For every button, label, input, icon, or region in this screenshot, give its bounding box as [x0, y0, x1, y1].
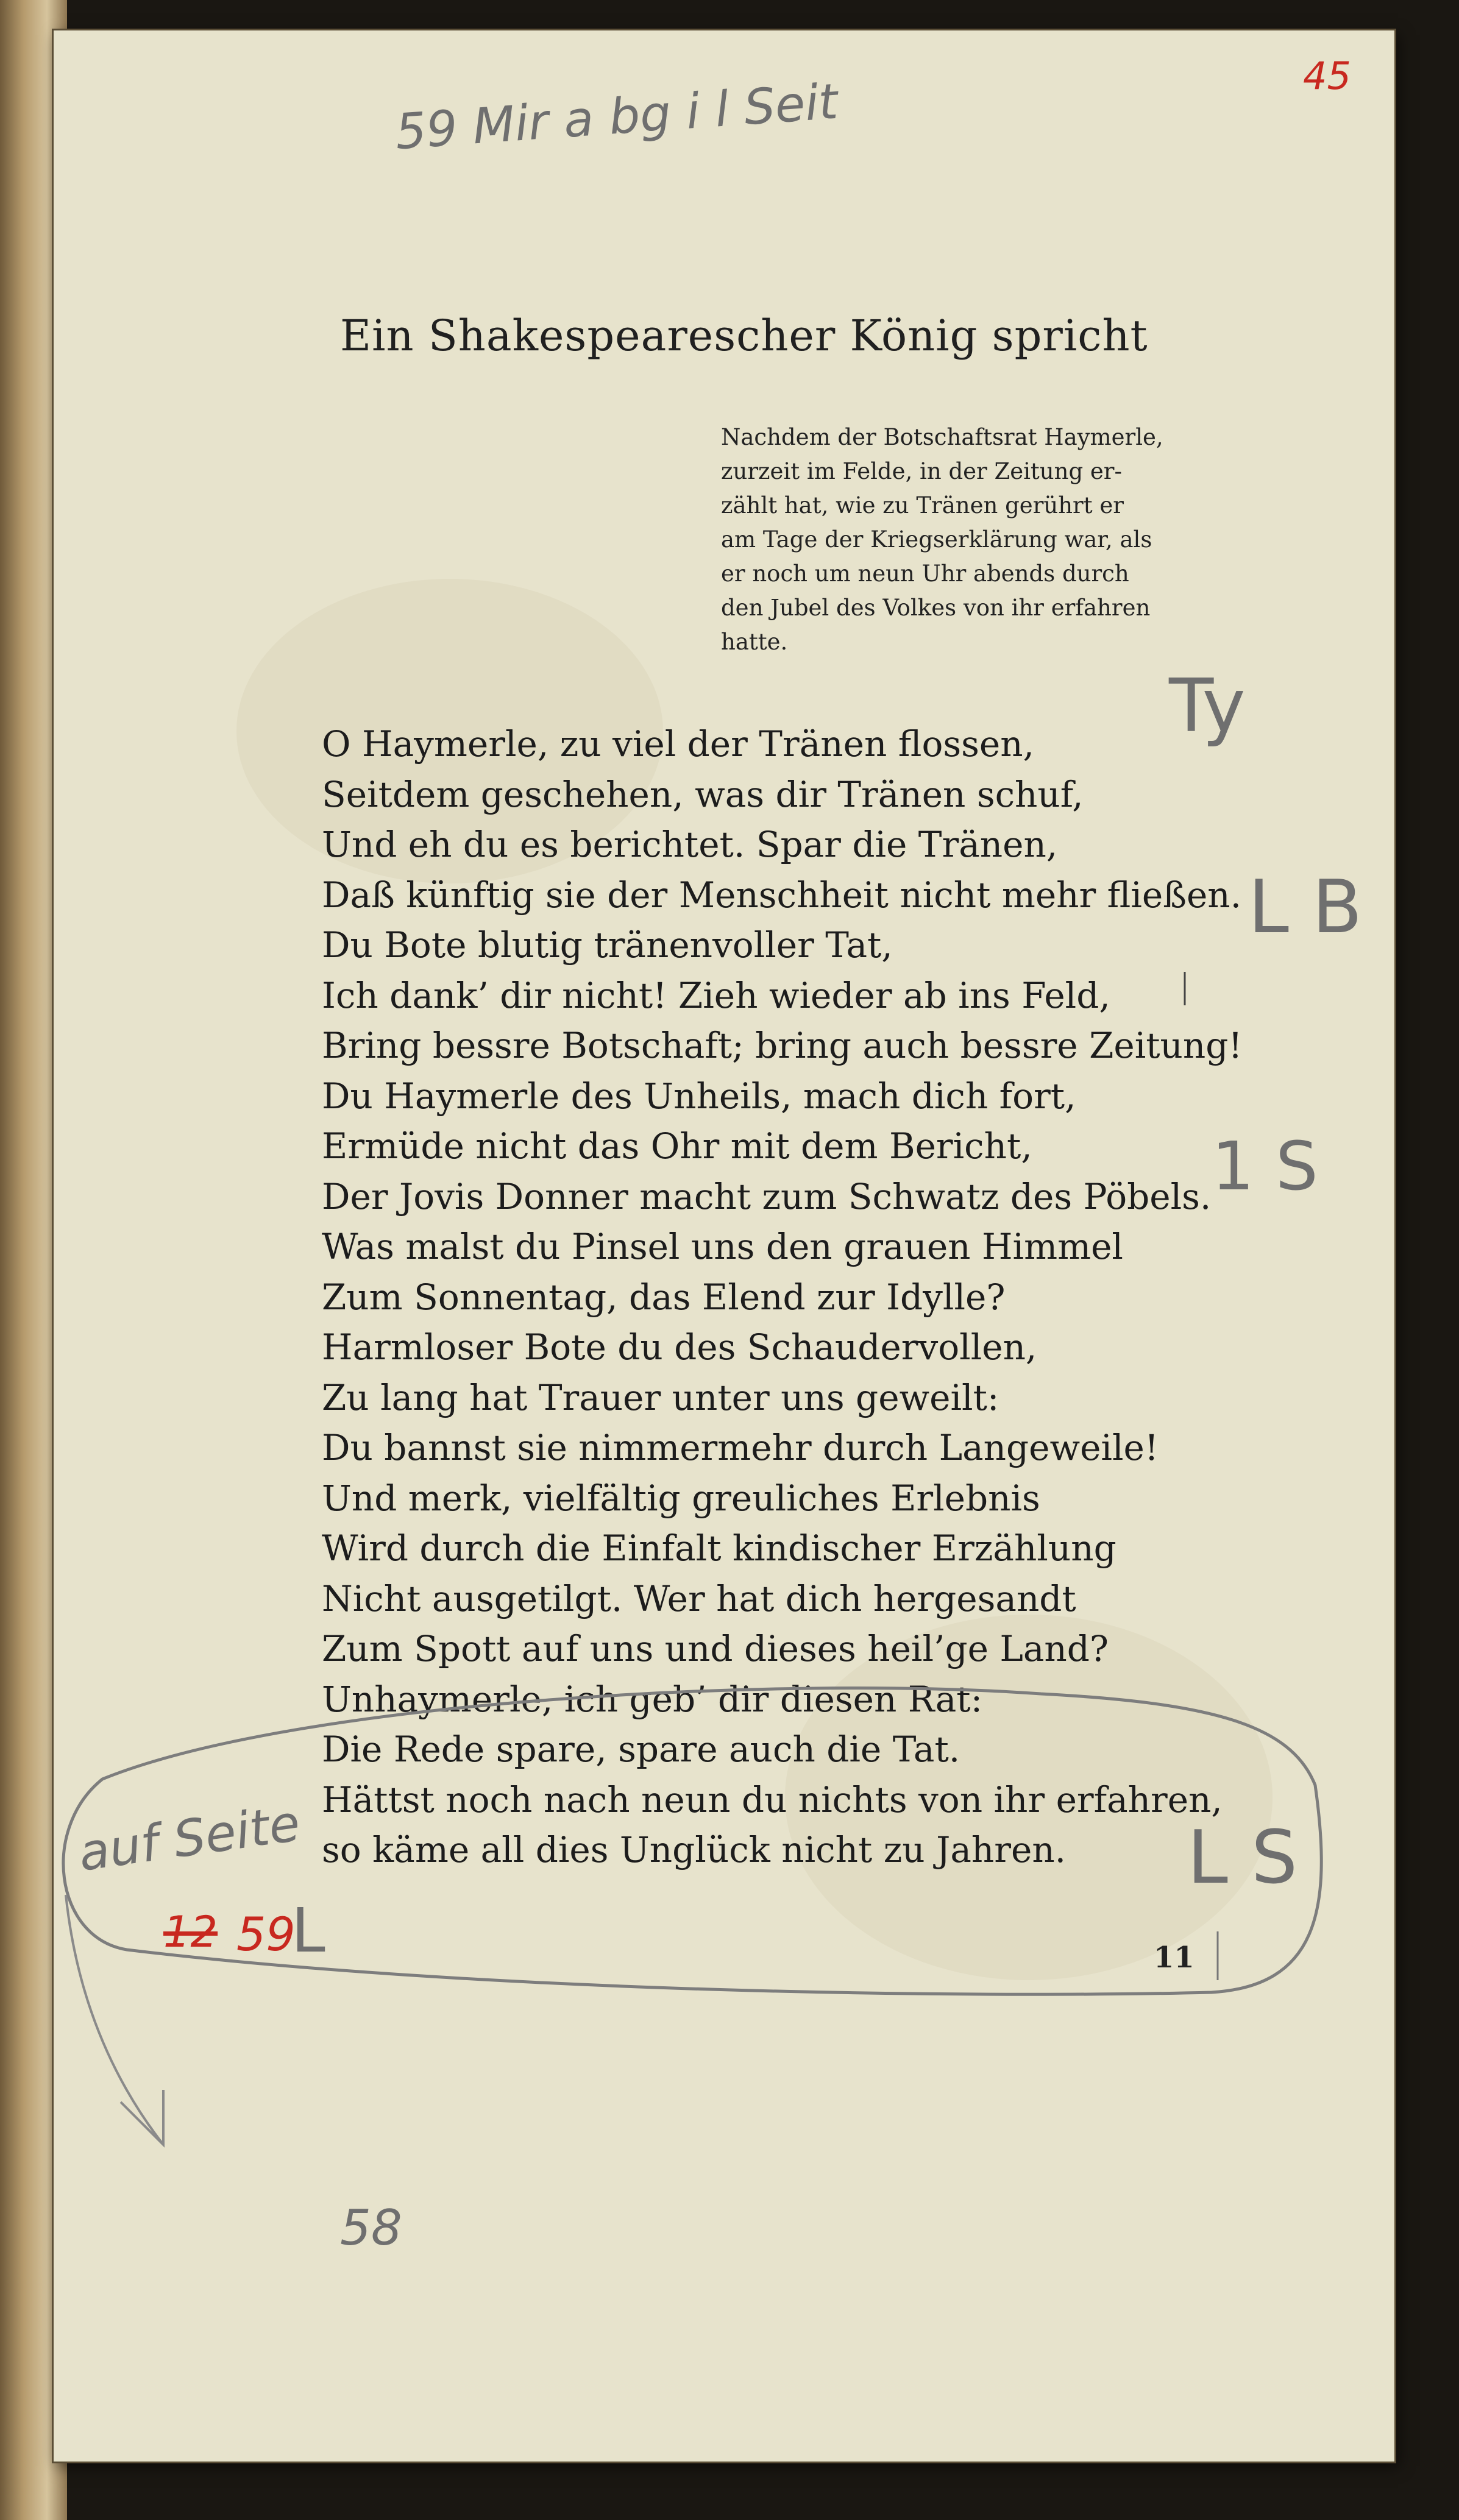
poem-line: Und eh du es berichtet. Spar die Tränen, [322, 824, 1058, 865]
pencil-mark-lb: L B [1248, 865, 1363, 950]
note-line: Nachdem der Botschaftsrat Haymerle, [721, 424, 1163, 450]
page-number: 11 [1154, 1941, 1195, 1975]
pencil-mark-ls: L S [1187, 1816, 1298, 1900]
poem-line: Unhaymerle, ich geb’ dir diesen Rat: [322, 1678, 983, 1720]
poem-line: so käme all dies Unglück nicht zu Jahren. [322, 1829, 1067, 1871]
pencil-note-auf-seite: auf Seite [75, 1794, 304, 1883]
poem-line: Die Rede spare, spare auch die Tat. [322, 1729, 960, 1770]
pencil-strokes [54, 30, 1394, 2462]
poem-line: Wird durch die Einfalt kindischer Erzählung [322, 1527, 1116, 1569]
pencil-mark-l: L [291, 1895, 325, 1966]
poem-line: Nicht ausgetilgt. Wer hat dich hergesandt [322, 1577, 1076, 1619]
poem-line: Ich dank’ dir nicht! Zieh wieder ab ins Feld, [322, 974, 1110, 1016]
pencil-arrow-line [66, 1895, 163, 2145]
note-line: am Tage der Kriegserklärung war, als [721, 526, 1152, 553]
note-line: den Jubel des Volkes von ihr erfahren [721, 595, 1151, 621]
pencil-mark-ty: Ty [1169, 664, 1246, 749]
pencil-loop [63, 1688, 1321, 1995]
poem-line: Der Jovis Donner macht zum Schwatz des Pöbels. [322, 1175, 1212, 1217]
poem-line: Du bannst sie nimmermehr durch Langeweile! [322, 1427, 1159, 1468]
pencil-note-top: 59 Mir a bg i l Seit [393, 73, 840, 161]
poem-line: Zum Spott auf uns und dieses heil’ge Land? [322, 1628, 1109, 1669]
poem-line: Zum Sonnentag, das Elend zur Idylle? [322, 1276, 1006, 1318]
poem-line: Daß künftig sie der Menschheit nicht mehr fließen. [322, 874, 1242, 916]
struck-page-number: 12 [163, 1907, 218, 1957]
poem-line: Du Haymerle des Unheils, mach dich fort, [322, 1075, 1076, 1117]
note-line: zählt hat, wie zu Tränen gerührt er [721, 492, 1124, 519]
note-line: er noch um neun Uhr abends durch [721, 561, 1129, 587]
poem-line: Du Bote blutig tränenvoller Tat, [322, 924, 893, 966]
note-line: zurzeit im Felde, in der Zeitung er- [721, 458, 1122, 484]
poem-line: Bring bessre Botschaft; bring auch bessre Zeitung! [322, 1025, 1243, 1066]
poem-line: Zu lang hat Trauer unter uns geweilt: [322, 1376, 999, 1418]
red-page-reference: 59 [236, 1907, 296, 1961]
poem-line: Und merk, vielfältig greuliches Erlebnis [322, 1477, 1040, 1519]
document-page [54, 30, 1394, 2462]
poem-line: Seitdem geschehen, was dir Tränen schuf, [322, 773, 1084, 815]
poem-line: Harmloser Bote du des Schaudervollen, [322, 1326, 1037, 1368]
poem-line: O Haymerle, zu viel der Tränen flossen, [322, 723, 1035, 765]
poem-line: Hättst noch nach neun du nichts von ihr erfahren, [322, 1779, 1223, 1821]
pencil-mark-1s: 1 S [1212, 1127, 1318, 1205]
poem-line: Ermüde nicht das Ohr mit dem Bericht, [322, 1125, 1032, 1167]
red-page-number: 45 [1303, 54, 1351, 98]
poem-title: Ein Shakespearescher König spricht [340, 311, 1148, 361]
poem-line: Was malst du Pinsel uns den grauen Himmel [322, 1226, 1123, 1267]
note-line: hatte. [721, 629, 788, 655]
pencil-number-bottom: 58 [340, 2200, 402, 2256]
